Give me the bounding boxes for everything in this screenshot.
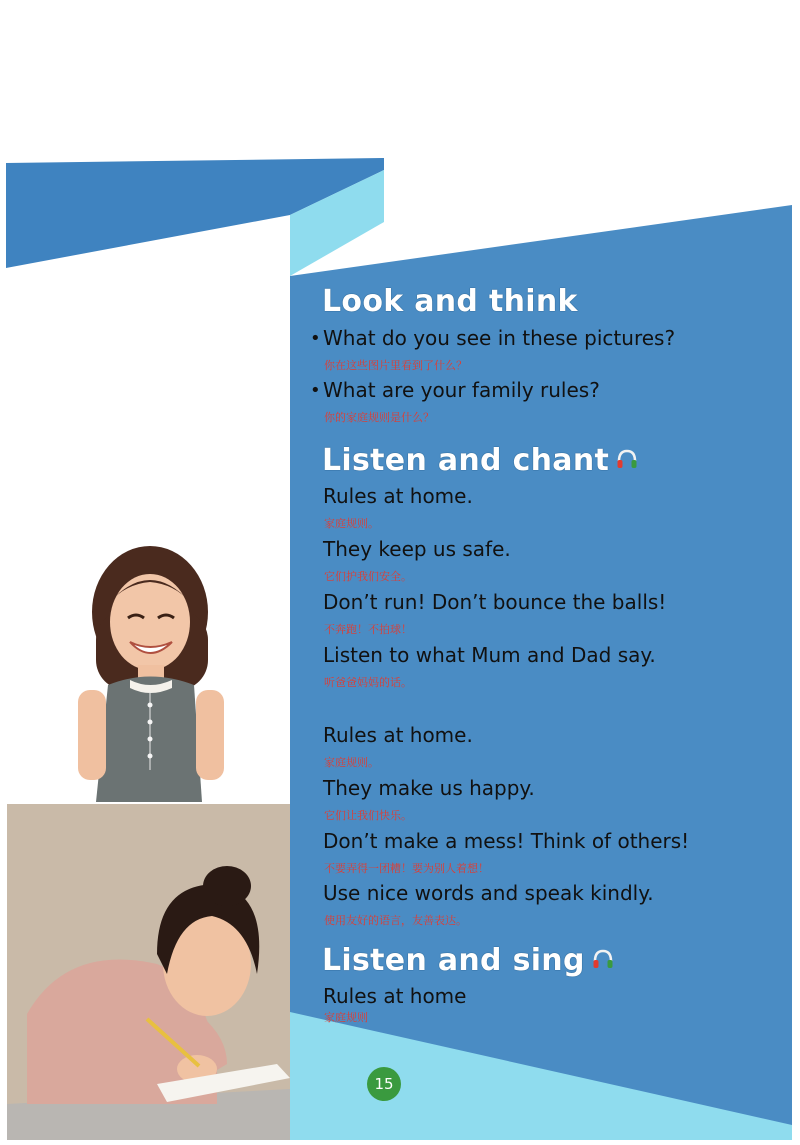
question-2: What are your family rules? bbox=[323, 378, 600, 402]
song-title: Rules at home bbox=[323, 984, 467, 1008]
chant-line-8-translation: 使用友好的语言，友善表达。 bbox=[324, 914, 467, 927]
question-2-translation: 你的家庭规则是什么？ bbox=[324, 411, 434, 424]
chant-line-1: Rules at home. bbox=[323, 484, 473, 508]
chant-line-5: Rules at home. bbox=[323, 723, 473, 747]
song-title-translation: 家庭规则 bbox=[324, 1011, 368, 1024]
chant-line-8: Use nice words and speak kindly. bbox=[323, 881, 654, 905]
writing-girl-photo bbox=[7, 804, 290, 1140]
listen-and-sing-heading bbox=[322, 943, 615, 979]
chant-line-2: They keep us safe. bbox=[323, 537, 511, 561]
chant-line-1-translation: 家庭规则。 bbox=[324, 517, 379, 530]
question-1: What do you see in these pictures? bbox=[323, 326, 676, 350]
chant-line-6-translation: 它们让我们快乐。 bbox=[324, 809, 412, 822]
bullet-icon: • bbox=[310, 380, 321, 401]
look-and-think-heading: Look and think bbox=[322, 284, 578, 319]
page-number-badge: 15 bbox=[367, 1067, 401, 1101]
headphones-icon[interactable] bbox=[615, 444, 639, 479]
question-1-translation: 你在这些图片里看到了什么？ bbox=[324, 359, 467, 372]
listen-and-chant-title: Listen and chant bbox=[322, 443, 610, 478]
chant-line-3-translation: 不奔跑！不拍球！ bbox=[324, 623, 412, 636]
chant-line-6: They make us happy. bbox=[323, 776, 535, 800]
chant-line-2-translation: 它们护我们安全。 bbox=[324, 570, 412, 583]
chant-line-4: Listen to what Mum and Dad say. bbox=[323, 643, 656, 667]
headphones-icon[interactable] bbox=[591, 944, 615, 979]
chant-line-4-translation: 听爸爸妈妈的话。 bbox=[324, 676, 412, 689]
chant-line-5-translation: 家庭规则。 bbox=[324, 756, 379, 769]
listen-and-chant-heading bbox=[322, 443, 639, 479]
smiling-girl-photo bbox=[78, 540, 228, 802]
chant-line-3: Don’t run! Don’t bounce the balls! bbox=[323, 590, 667, 614]
bullet-icon: • bbox=[310, 328, 321, 349]
chant-line-7-translation: 不要弄得一团糟！要为别人着想！ bbox=[324, 862, 489, 875]
listen-and-sing-title: Listen and sing bbox=[322, 943, 585, 978]
chant-line-7: Don’t make a mess! Think of others! bbox=[323, 829, 690, 853]
